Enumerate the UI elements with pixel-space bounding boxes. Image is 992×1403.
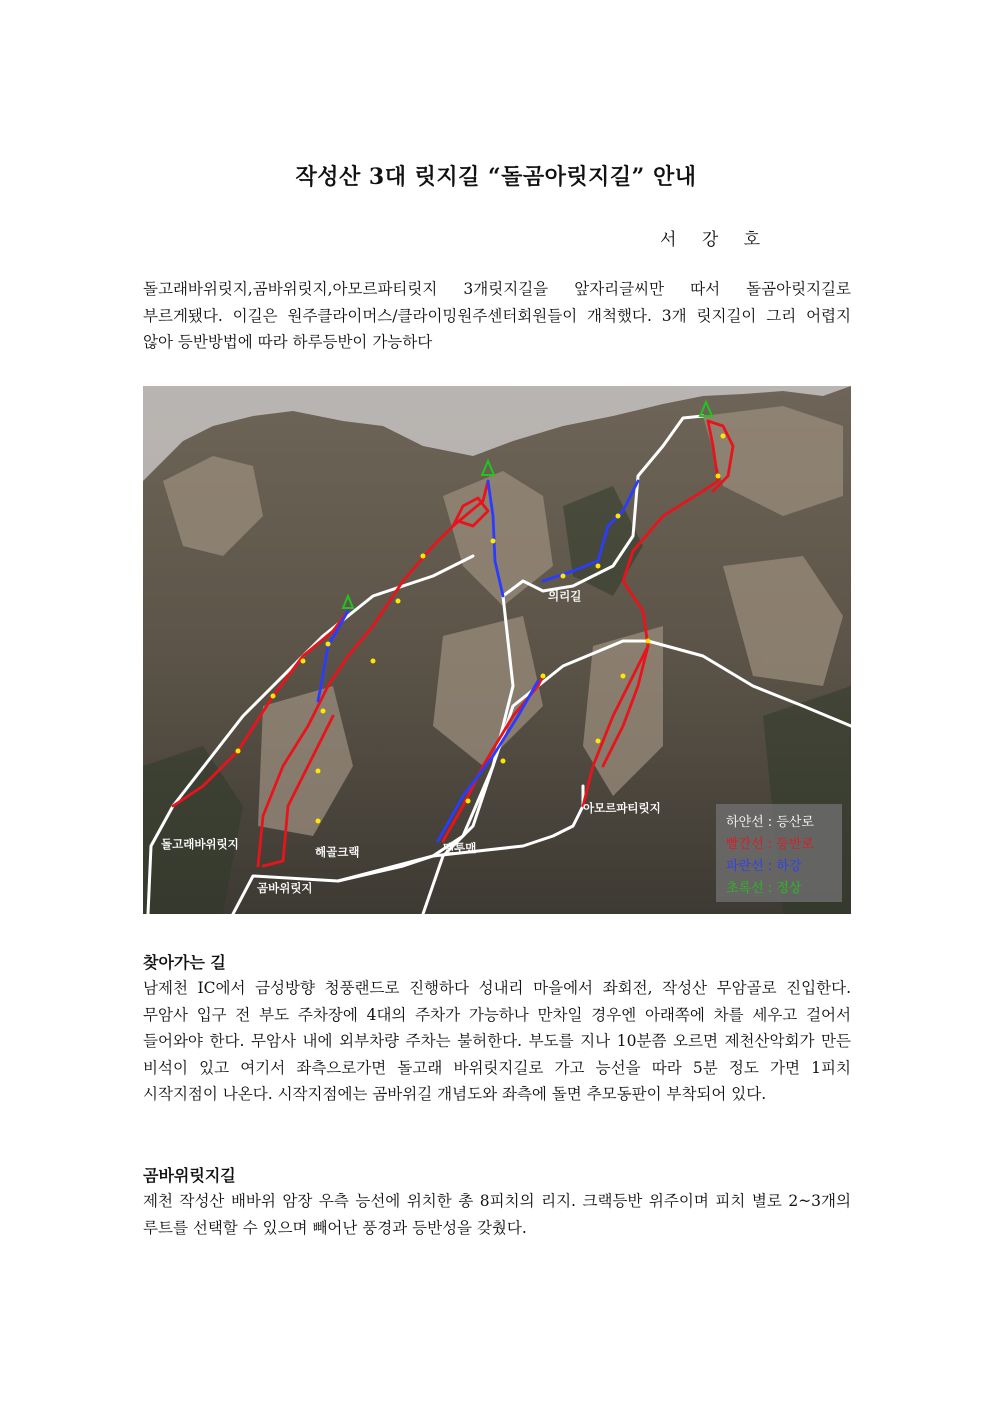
- legend-item-green: 초록선 : 정상: [726, 881, 802, 896]
- label-haegol: 해골크랙: [315, 845, 360, 859]
- section-body-directions: 남제천 IC에서 금성방향 청풍랜드로 진행하다 성내리 마을에서 좌회전, 작성산 무암골로 진입한다. 무암사 입구 전 부도 주차장에 4대의 주차가 가능하나 만차일 경우엔 아래쪽에 차를 세우고 걸어서 들어와야 한다. 무암사 내에 외부차량 주차는 불허한다. 부도를 지나 10분쯤 오르면 제천산악회가 만든 비석이 있고 여기서 좌측으로가면 돌고래 바위릿지길로 가고 능선을 따라 5분 정도 가면 1피치 시작지점이 나온다. 시작지점에는 곰바위길 개념도와 좌측에 돌면 추모동판이 부착되어 있다.: [143, 979, 851, 1103]
- label-euri: 의리길: [548, 589, 582, 603]
- section-heading-directions: 찾아가는 길: [143, 953, 226, 972]
- label-gombawi: 곰바위릿지: [257, 881, 313, 895]
- label-maentumaen: 맨투맨: [443, 841, 477, 855]
- legend-item-white: 하얀선 : 등산로: [726, 815, 814, 830]
- route-map-photo: [143, 386, 851, 914]
- legend-item-red: 빨간선 : 등반로: [726, 837, 814, 852]
- legend-item-blue: 파란선 : 하강: [726, 859, 802, 874]
- section-body-gombawi: 제천 작성산 배바위 암장 우측 능선에 위치한 총 8피치의 리지. 크랙등반 위주이며 피치 별로 2~3개의 루트를 선택할 수 있으며 빼어난 풍경과 등반성을 갖췄다.: [143, 1192, 851, 1237]
- label-amor: 아모르파티릿지: [583, 801, 661, 815]
- author: 서 강 호: [660, 230, 771, 250]
- map-legend: [716, 804, 842, 902]
- page-title: 작성산 3대 릿지길 “돌곰아릿지길” 안내: [295, 164, 697, 190]
- intro-paragraph: 돌고래바위릿지,곰바위릿지,아모르파티릿지 3개릿지길을 앞자리글씨만 따서 돌곰아릿지길로 부르게됐다. 이길은 원주클라이머스/클라이밍원주센터회원들이 개척했다. 3개 릿지길이 그리 어렵지 않아 등반방법에 따라 하루등반이 가능하다: [143, 280, 851, 351]
- section-heading-gombawi: 곰바위릿지길: [143, 1166, 236, 1185]
- label-dolgorae: 돌고래바위릿지: [161, 837, 239, 851]
